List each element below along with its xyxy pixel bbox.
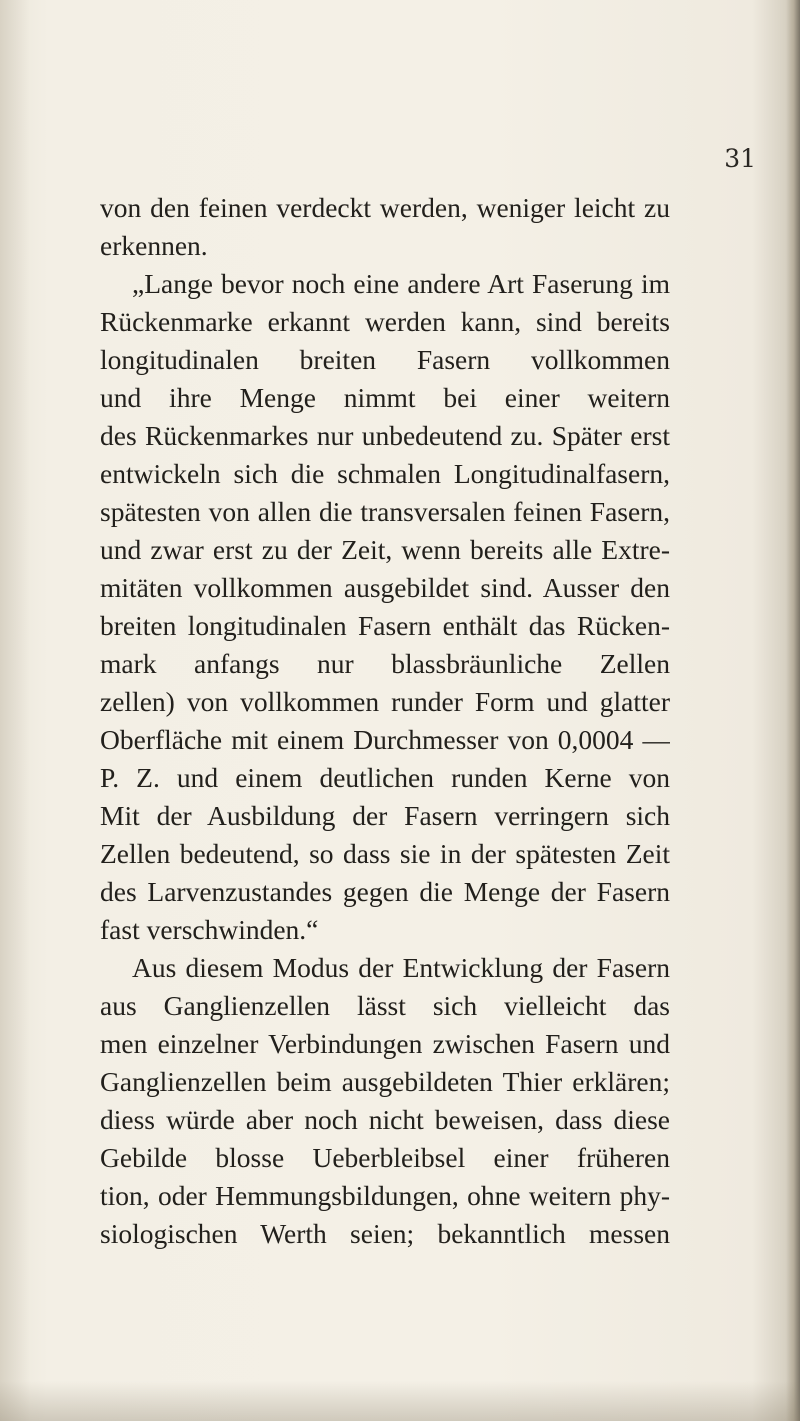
text-line: aus Ganglienzellen lässt sich vielleicht das [100, 990, 670, 1021]
text-line: fast verschwinden.“ [100, 914, 319, 945]
text-line: Oberfläche mit einem Durchmesser von 0,0004 — [100, 724, 670, 755]
text-line: Mit der Ausbildung der Fasern verringern sich [100, 800, 670, 831]
text-line: des Larvenzustandes gegen die Menge der Fasern [100, 876, 670, 907]
text-line: men einzelner Verbindungen zwischen Fasern und [100, 1028, 670, 1059]
text-line: Zellen bedeutend, so dass sie in der spätesten Zeit [100, 838, 670, 869]
text-line: mitäten vollkommen ausgebildet sind. Ausser den [100, 572, 670, 603]
text-line: diess würde aber noch nicht beweisen, dass diese [100, 1104, 670, 1135]
page-edge-shadow [786, 0, 800, 1421]
text-line: zellen) von vollkommen runder Form und glatter [100, 686, 670, 717]
text-line: und ihre Menge nimmt bei einer weitern [100, 382, 670, 413]
page-bottom-shadow [0, 1381, 800, 1421]
text-line: Ganglienzellen beim ausgebildeten Thier erklären; [100, 1066, 670, 1097]
text-line: siologischen Werth seien; bekanntlich messen [100, 1218, 670, 1249]
text-line: Aus diesem Modus der Entwicklung der Fasern [132, 952, 670, 983]
body-text [100, 189, 670, 1253]
text-line: von den feinen verdeckt werden, weniger leicht zu [100, 192, 670, 223]
text-line: des Rückenmarkes nur unbedeutend zu. Später erst [100, 420, 670, 451]
text-line: und zwar erst zu der Zeit, wenn bereits alle Extre- [100, 534, 670, 565]
text-line: Gebilde blosse Ueberbleibsel einer früheren [100, 1142, 670, 1173]
text-line: mark anfangs nur blassbräunliche Zellen [100, 648, 670, 679]
page-gutter-shadow [0, 0, 30, 1421]
text-line: „Lange bevor noch eine andere Art Faserung im [132, 268, 670, 299]
text-line: Rückenmarke erkannt werden kann, sind bereits [100, 306, 670, 337]
text-line: spätesten von allen die transversalen feinen Fasern, [100, 496, 670, 527]
text-line: tion, oder Hemmungsbildungen, ohne weitern phy- [100, 1180, 670, 1211]
text-line: erkennen. [100, 230, 208, 261]
text-line: P. Z. und einem deutlichen runden Kerne von [100, 762, 670, 793]
text-line: longitudinalen breiten Fasern vollkommen [100, 344, 670, 375]
text-line: breiten longitudinalen Fasern enthält das Rücken- [100, 610, 670, 641]
text-line: entwickeln sich die schmalen Longitudinalfasern, [100, 458, 670, 489]
page-number: 31 [724, 144, 756, 173]
